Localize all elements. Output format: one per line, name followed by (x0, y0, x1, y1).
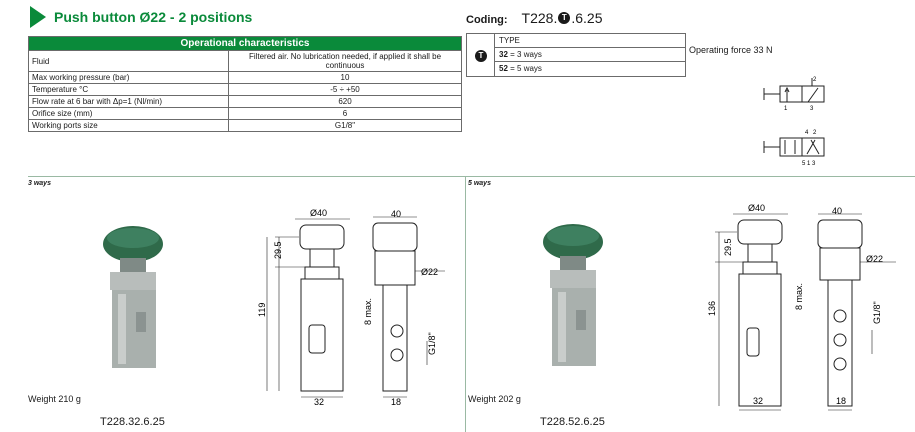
table-row (29, 84, 462, 96)
product-code-3-ways: T228.32.6.25 (100, 416, 165, 428)
dim-side: 18 (391, 397, 402, 407)
type-option: 52 = 5 ways (499, 64, 542, 73)
section-title (30, 6, 252, 28)
svg-text:5 1 3: 5 1 3 (802, 161, 816, 167)
dim-width: 40 (832, 206, 843, 216)
coding-code (522, 10, 603, 26)
drawing-front-3-ways (255, 205, 345, 405)
dim-width: 40 (391, 209, 402, 219)
row-value: 10 (229, 72, 462, 84)
table-heading: Operational characteristics (29, 37, 462, 51)
section-label-5-ways: 5 ways (468, 180, 491, 187)
dim-stroke: 8 max. (363, 297, 373, 325)
dim-h1: 29.5 (723, 238, 733, 256)
weight-5-ways: Weight 202 g (468, 394, 521, 404)
svg-text:3: 3 (810, 106, 814, 112)
row-label: Fluid (29, 51, 229, 72)
dim-h1: 29.5 (273, 241, 283, 259)
type-heading: TYPE (495, 34, 685, 48)
dim-total: 119 (257, 302, 267, 317)
column-divider (465, 176, 466, 432)
type-table (466, 33, 686, 77)
code-prefix: T228. (521, 10, 558, 26)
table-row (29, 51, 462, 72)
svg-text:2: 2 (813, 77, 817, 83)
svg-text:1: 1 (784, 106, 788, 112)
row-value: 6 (229, 108, 462, 120)
dim-port: G1/8" (427, 332, 437, 355)
drawing-side-5-ways (794, 200, 900, 415)
section-divider (28, 176, 915, 177)
table-row (29, 108, 462, 120)
weight-3-ways: Weight 210 g (28, 394, 81, 404)
row-label: Working ports size (29, 120, 229, 132)
dim-side: 18 (836, 396, 847, 406)
row-label: Max working pressure (bar) (29, 72, 229, 84)
dim-port-dia: Ø22 (421, 267, 439, 277)
product-code-5-ways: T228.52.6.25 (540, 416, 605, 428)
valve-symbol-3-2-icon (760, 74, 830, 112)
row-value: 620 (229, 96, 462, 108)
table-row (29, 72, 462, 84)
operating-force: Operating force 33 N (689, 45, 773, 55)
dim-port-dia: Ø22 (866, 254, 884, 264)
row-value: G1/8" (229, 120, 462, 132)
operational-table (28, 36, 462, 132)
code-suffix: .6.25 (571, 10, 603, 26)
title-arrow-icon (30, 6, 46, 28)
product-photo-5-ways (528, 220, 618, 370)
row-label: Temperature °C (29, 84, 229, 96)
product-photo-3-ways (88, 222, 178, 372)
drawing-side-3-ways (355, 205, 445, 405)
drawing-front-5-ways (705, 200, 795, 415)
type-option: 32 = 3 ways (495, 48, 685, 62)
coding-line (466, 10, 603, 26)
dim-diameter: Ø40 (310, 208, 328, 218)
section-label-3-ways: 3 ways (28, 180, 51, 187)
row-label: Orifice size (mm) (29, 108, 229, 120)
coding-label: Coding: (466, 14, 508, 26)
row-value: -5 ÷ +50 (229, 84, 462, 96)
page-title: Push button Ø22 - 2 positions (54, 9, 253, 25)
valve-symbol-5-2-icon (760, 126, 830, 170)
svg-text:4: 4 (805, 130, 809, 136)
dim-total: 136 (707, 300, 717, 316)
dim-port: G1/8" (872, 301, 882, 324)
type-marker-icon: T (475, 50, 487, 62)
dim-diameter: Ø40 (748, 203, 766, 213)
table-row (29, 120, 462, 132)
row-label: Flow rate at 6 bar with Δp=1 (Nl/min) (29, 96, 229, 108)
code-marker-icon: T (558, 12, 570, 24)
row-value: Filtered air. No lubrication needed, if applied it shall be continuous (229, 51, 462, 72)
svg-text:2: 2 (813, 130, 817, 136)
dim-base: 32 (314, 397, 325, 407)
dim-base: 32 (753, 396, 764, 406)
dim-stroke: 8 max. (794, 282, 804, 310)
table-row (29, 96, 462, 108)
